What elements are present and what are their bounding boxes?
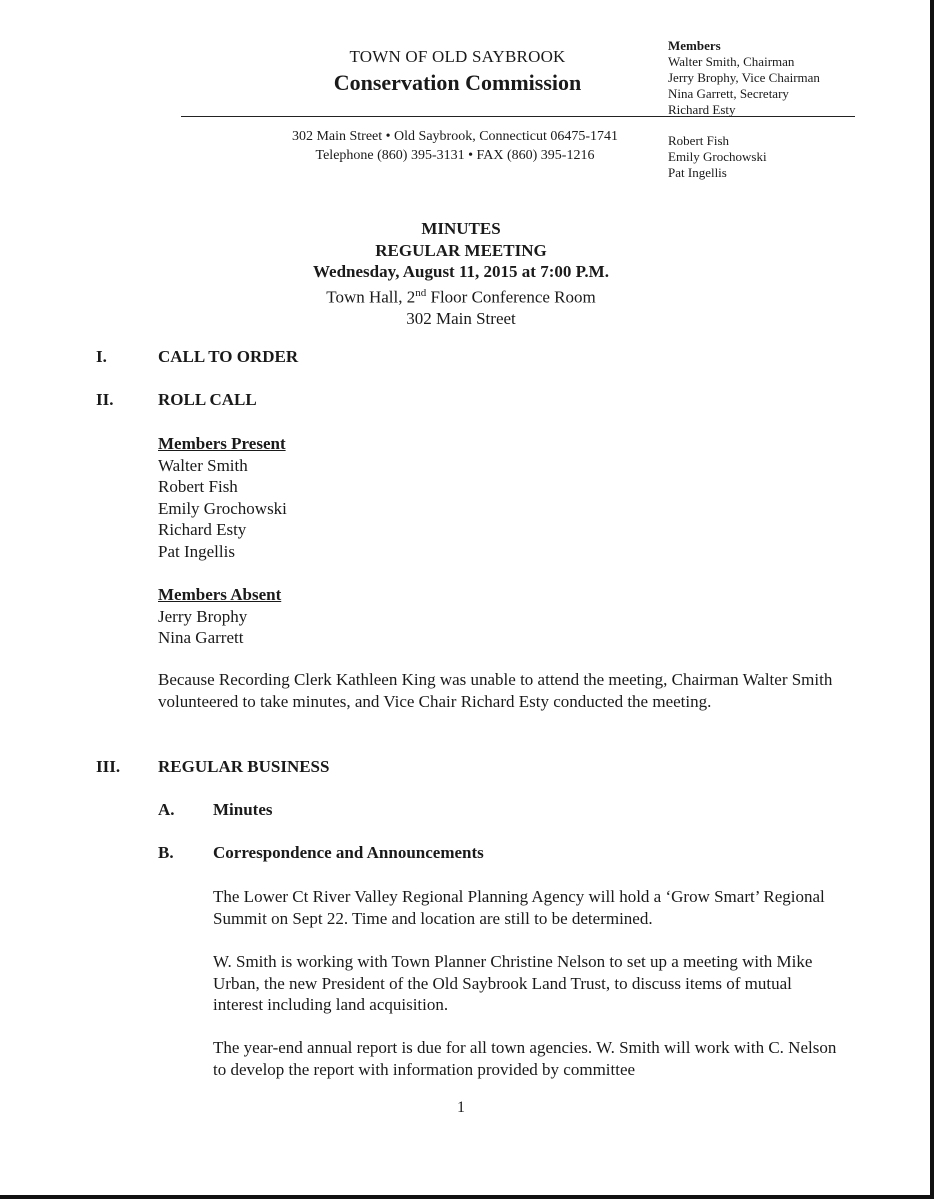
members-absent-list (158, 584, 281, 649)
subsection-heading-correspondence: Correspondence and Announcements (213, 843, 484, 862)
list-item: Richard Esty (158, 520, 247, 539)
subsection-letter: B. (158, 843, 174, 862)
document-title: MINUTES (421, 219, 501, 238)
section-heading-regular-business: REGULAR BUSINESS (158, 757, 330, 776)
correspondence-paragraph: The year-end annual report is due for all town agencies. W. Smith will work with C. Nelson to develop the report with information provided by committee (213, 1038, 837, 1079)
page-number: 1 (457, 1099, 465, 1116)
member-name: Jerry Brophy, Vice Chairman (668, 70, 820, 85)
member-name: Richard Esty (668, 102, 736, 117)
subsection-heading-minutes: Minutes (213, 800, 273, 819)
list-item: Emily Grochowski (158, 498, 287, 518)
correspondence-paragraph: The Lower Ct River Valley Regional Planning Agency will hold a ‘Grow Smart’ Regional Summit on Sept 22. Time and location are still to be determined. (213, 887, 825, 928)
member-name: Walter Smith, Chairman (668, 54, 795, 69)
contact-block (255, 127, 655, 165)
meeting-address: 302 Main Street (406, 308, 516, 328)
section-number: II. (96, 390, 114, 409)
members-heading: Members (668, 38, 721, 53)
meeting-title-block (211, 218, 711, 329)
member-name: Pat Ingellis (668, 165, 727, 180)
phone-line: Telephone (860) 395-3131 • FAX (860) 395-1216 (315, 148, 595, 163)
section-heading-roll-call: ROLL CALL (158, 390, 257, 409)
town-name: TOWN OF OLD SAYBROOK (349, 47, 566, 66)
page-edge-bottom (0, 1195, 934, 1199)
meeting-type: REGULAR MEETING (375, 240, 547, 260)
subsection-letter: A. (158, 800, 175, 819)
section-number: III. (96, 757, 121, 776)
members-absent-heading: Members Absent (158, 585, 282, 604)
list-item: Pat Ingellis (158, 541, 235, 561)
correspondence-paragraph: W. Smith is working with Town Planner Christine Nelson to set up a meeting with Mike Urban, the new President of the Old Saybrook Land Trust, to discuss items of mutual interest including land acquisition. (213, 952, 813, 1014)
page-edge-right (930, 0, 934, 1199)
members-list-continued (668, 133, 767, 181)
address-line: 302 Main Street • Old Saybrook, Connecticut 06475-1741 (291, 129, 619, 144)
section-number: I. (96, 347, 107, 366)
section-heading-call-to-order: CALL TO ORDER (158, 347, 299, 366)
list-item: Robert Fish (158, 477, 238, 496)
commission-name: Conservation Commission (333, 70, 582, 95)
meeting-location: Town Hall, 2nd Floor Conference Room (326, 286, 596, 307)
roll-call-note: Because Recording Clerk Kathleen King was unable to attend the meeting, Chairman Walter Smith volunteered to take minutes, and Vice Chair Richard Esty conducted the meeting. (158, 670, 833, 711)
members-present-list (158, 433, 287, 562)
members-list (668, 38, 820, 118)
member-name: Robert Fish (668, 133, 730, 148)
member-name: Emily Grochowski (668, 149, 767, 164)
members-present-heading: Members Present (158, 434, 286, 453)
meeting-date: Wednesday, August 11, 2015 at 7:00 P.M. (313, 262, 609, 281)
list-item: Jerry Brophy (158, 606, 248, 626)
member-name: Nina Garrett, Secretary (668, 86, 789, 101)
list-item: Nina Garrett (158, 628, 244, 647)
list-item: Walter Smith (158, 455, 248, 475)
